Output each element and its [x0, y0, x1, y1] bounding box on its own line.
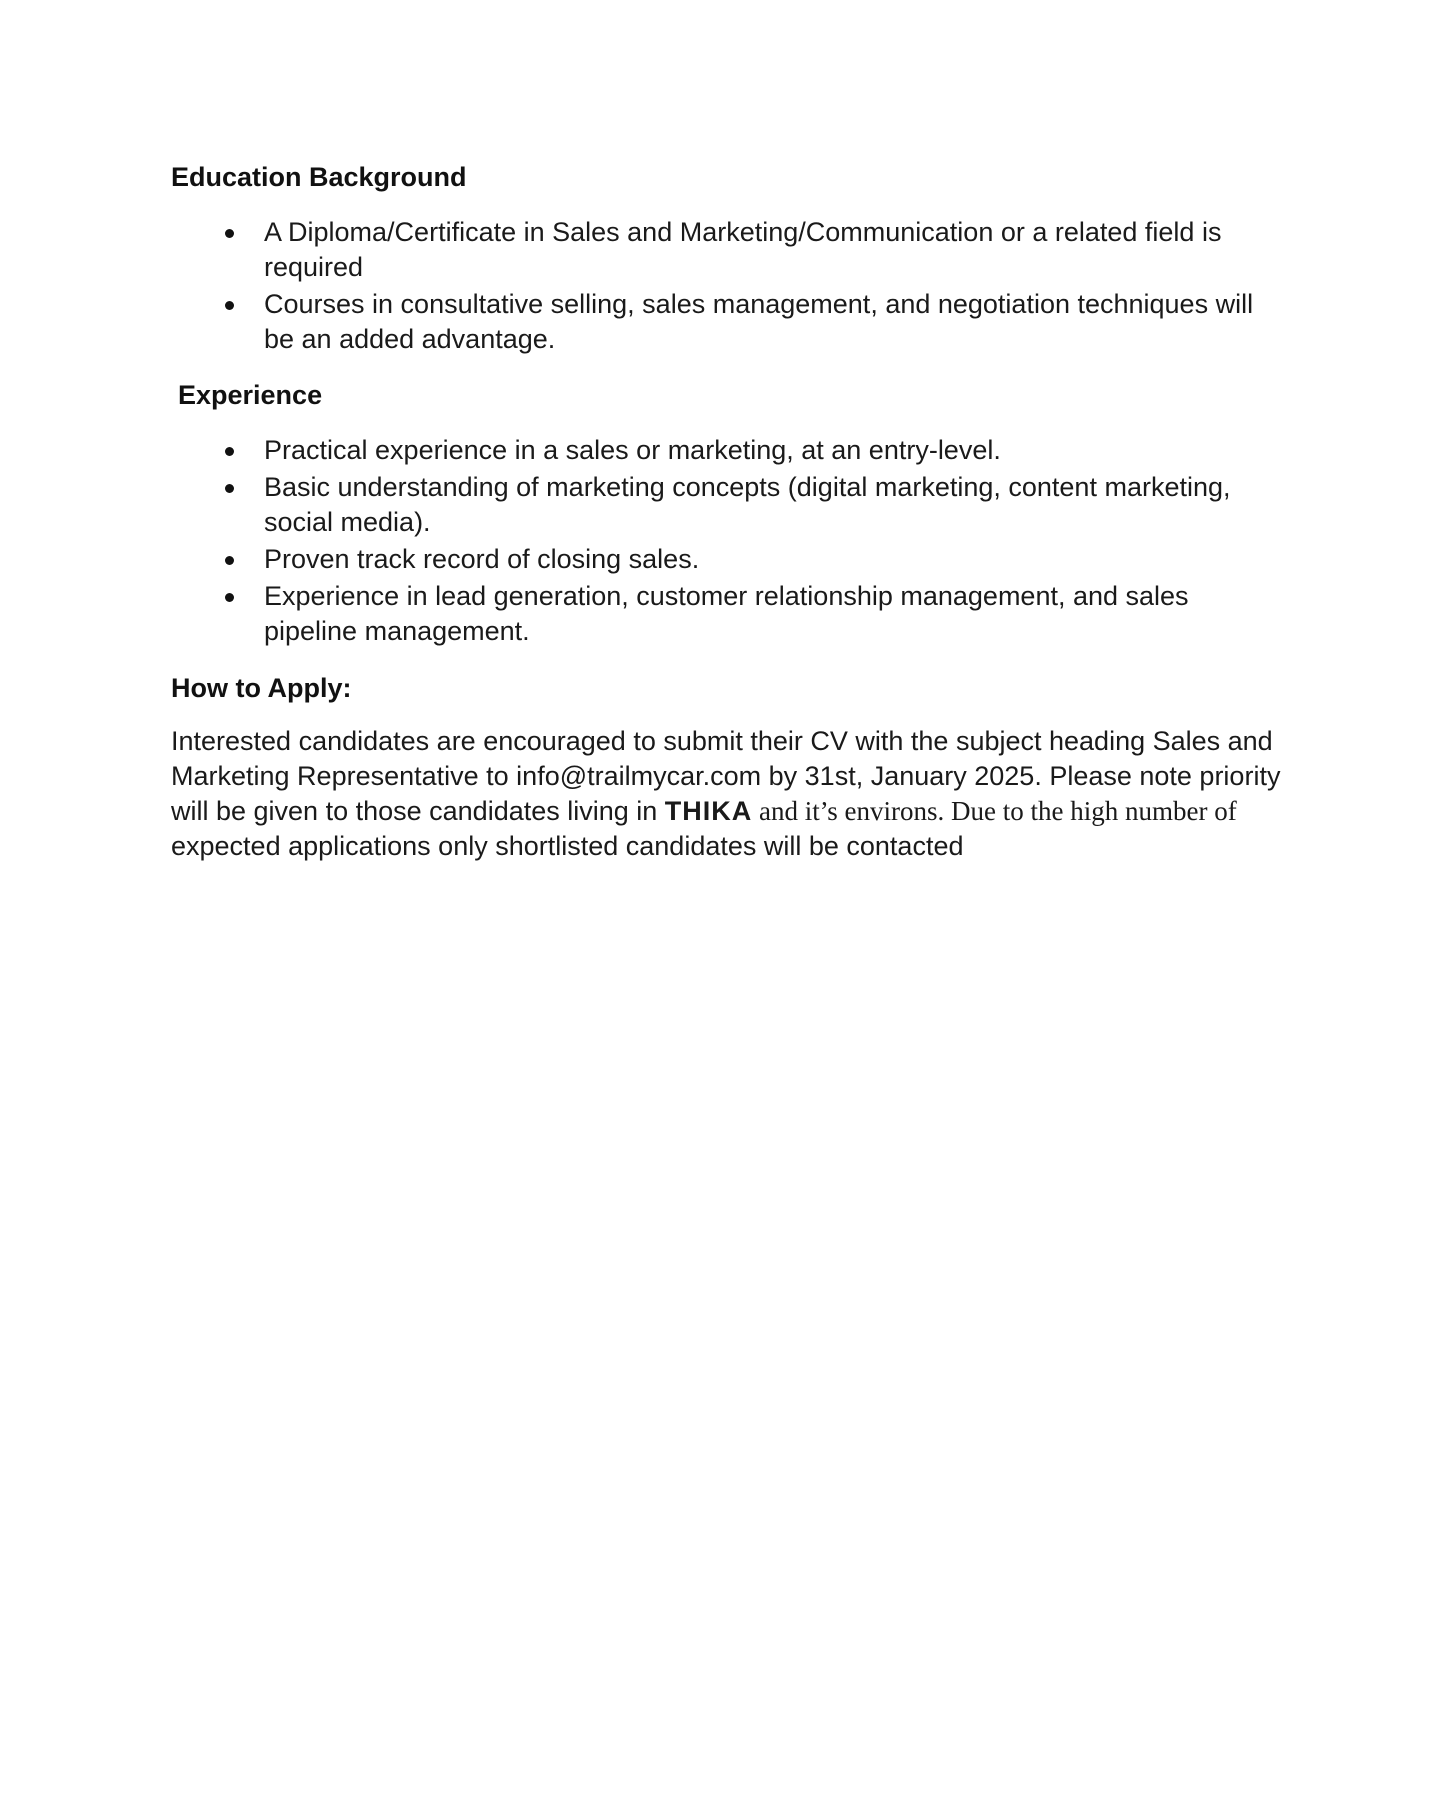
list-item-text: Experience in lead generation, customer relationship management, and sales pipeline management.: [264, 581, 1189, 646]
list-item-text: Proven track record of closing sales.: [264, 544, 700, 574]
bullet-icon: [225, 229, 234, 238]
apply-text-part3: expected applications only shortlisted candidates will be contacted: [171, 831, 964, 861]
apply-text-part1: Interested candidates are encouraged to submit their CV with the subject heading Sales and Marketing Representative to info@trailmycar.com by 31st, January 2025. Please note priority will be given to those candidates living in: [171, 726, 1281, 826]
experience-heading: Experience: [178, 380, 323, 410]
bullet-icon: [225, 484, 234, 493]
bullet-icon: [225, 593, 234, 602]
education-list: [218, 215, 1278, 359]
education-heading: Education Background: [171, 162, 467, 192]
apply-text-part2: and it’s environs. Due to the high number of: [752, 796, 1237, 826]
list-item: [218, 215, 1278, 285]
location-highlight: THIKA: [664, 796, 753, 826]
experience-list: [218, 433, 1278, 651]
list-item: [218, 470, 1278, 540]
list-item-text: Courses in consultative selling, sales management, and negotiation techniques will be an added advantage.: [264, 289, 1254, 354]
bullet-icon: [225, 447, 234, 456]
list-item: [218, 287, 1278, 357]
bullet-icon: [225, 301, 234, 310]
how-to-apply-heading: How to Apply:: [171, 673, 352, 703]
list-item-text: Practical experience in a sales or marketing, at an entry-level.: [264, 435, 1001, 465]
list-item: [218, 579, 1278, 649]
apply-paragraph: [171, 724, 1281, 864]
list-item-text: A Diploma/Certificate in Sales and Marketing/Communication or a related field is required: [264, 217, 1222, 282]
list-item: [218, 542, 1278, 577]
list-item: [218, 433, 1278, 468]
bullet-icon: [225, 556, 234, 565]
list-item-text: Basic understanding of marketing concepts (digital marketing, content marketing, social media).: [264, 472, 1231, 537]
